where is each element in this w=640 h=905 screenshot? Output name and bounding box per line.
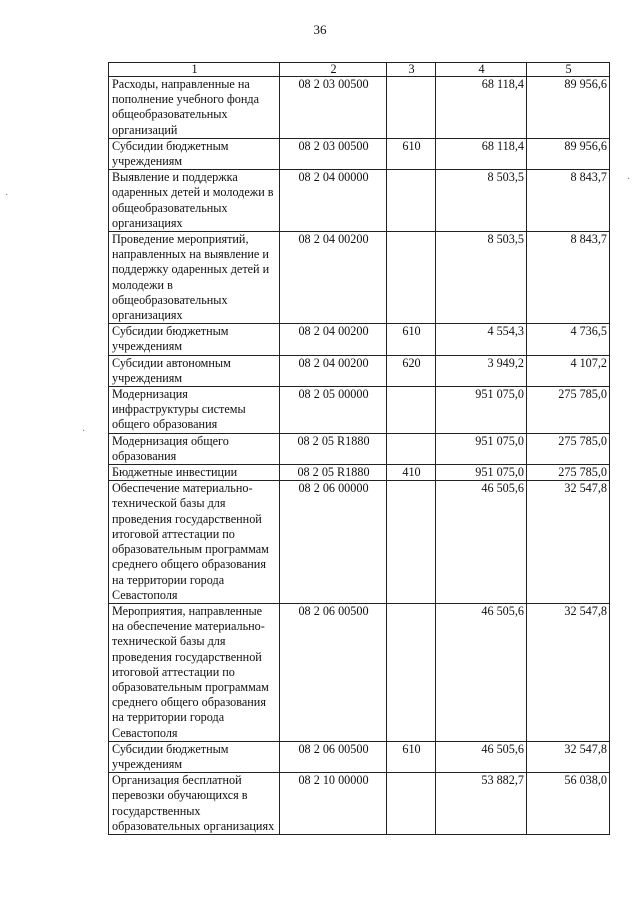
row-value-2-cell: 8 843,7 [527, 170, 610, 232]
row-code-cell: 08 2 04 00200 [280, 355, 387, 386]
row-code-cell: 08 2 05 R1880 [280, 465, 387, 481]
row-type-cell: 610 [387, 741, 436, 772]
row-code-cell: 08 2 06 00500 [280, 741, 387, 772]
table-row [109, 481, 610, 604]
row-value-2-cell: 8 843,7 [527, 232, 610, 324]
table-row [109, 433, 610, 464]
table-row [109, 465, 610, 481]
table-row [109, 232, 610, 324]
row-type-cell [387, 603, 436, 741]
scan-speck: · [627, 174, 631, 185]
row-value-1-cell: 46 505,6 [436, 481, 527, 604]
page-number: 36 [313, 22, 327, 37]
row-value-2-cell: 275 785,0 [527, 387, 610, 434]
table-row [109, 603, 610, 741]
row-code-cell: 08 2 06 00000 [280, 481, 387, 604]
row-value-2-cell: 56 038,0 [527, 773, 610, 835]
row-name-cell: Модернизация инфраструктуры системы общего образования [109, 387, 280, 434]
row-type-cell: 410 [387, 465, 436, 481]
column-header: 2 [280, 63, 387, 77]
scan-speck: · [82, 426, 86, 437]
row-value-2-cell: 275 785,0 [527, 465, 610, 481]
row-value-2-cell: 275 785,0 [527, 433, 610, 464]
table-row [109, 741, 610, 772]
table-row [109, 355, 610, 386]
table-row [109, 77, 610, 139]
table-row [109, 387, 610, 434]
row-value-2-cell: 32 547,8 [527, 741, 610, 772]
row-name-cell: Расходы, направленные на пополнение учебного фонда общеобразовательных организаций [109, 77, 280, 139]
row-type-cell: 620 [387, 355, 436, 386]
table-row [109, 170, 610, 232]
row-type-cell [387, 77, 436, 139]
row-type-cell: 610 [387, 138, 436, 169]
row-name-cell: Субсидии бюджетным учреждениям [109, 324, 280, 355]
row-name-cell: Субсидии бюджетным учреждениям [109, 138, 280, 169]
row-code-cell: 08 2 03 00500 [280, 138, 387, 169]
table-row [109, 324, 610, 355]
row-value-2-cell: 4 736,5 [527, 324, 610, 355]
row-name-cell: Модернизация общего образования [109, 433, 280, 464]
row-value-1-cell: 951 075,0 [436, 387, 527, 434]
row-value-2-cell: 32 547,8 [527, 603, 610, 741]
row-value-1-cell: 68 118,4 [436, 138, 527, 169]
row-type-cell [387, 433, 436, 464]
column-header: 5 [527, 63, 610, 77]
row-value-1-cell: 53 882,7 [436, 773, 527, 835]
row-value-2-cell: 4 107,2 [527, 355, 610, 386]
row-value-2-cell: 89 956,6 [527, 77, 610, 139]
column-header: 1 [109, 63, 280, 77]
row-code-cell: 08 2 04 00200 [280, 324, 387, 355]
row-name-cell: Субсидии автономным учреждениям [109, 355, 280, 386]
row-code-cell: 08 2 04 00000 [280, 170, 387, 232]
row-type-cell [387, 773, 436, 835]
row-value-1-cell: 68 118,4 [436, 77, 527, 139]
row-value-1-cell: 951 075,0 [436, 465, 527, 481]
row-name-cell: Обеспечение материально-технической базы для проведения государственной итоговой аттестации по образовательным программам среднего общего образования на территории города Севастополя [109, 481, 280, 604]
row-value-1-cell: 8 503,5 [436, 170, 527, 232]
budget-table [108, 62, 610, 835]
row-value-1-cell: 951 075,0 [436, 433, 527, 464]
row-value-1-cell: 46 505,6 [436, 741, 527, 772]
row-code-cell: 08 2 03 00500 [280, 77, 387, 139]
row-code-cell: 08 2 10 00000 [280, 773, 387, 835]
table-row [109, 138, 610, 169]
table-header-row [109, 63, 610, 77]
row-value-1-cell: 8 503,5 [436, 232, 527, 324]
row-code-cell: 08 2 05 00000 [280, 387, 387, 434]
row-type-cell [387, 387, 436, 434]
row-value-1-cell: 46 505,6 [436, 603, 527, 741]
row-name-cell: Организация бесплатной перевозки обучающихся в государственных образовательных организациях [109, 773, 280, 835]
row-value-2-cell: 32 547,8 [527, 481, 610, 604]
row-type-cell [387, 232, 436, 324]
row-value-1-cell: 3 949,2 [436, 355, 527, 386]
row-type-cell [387, 481, 436, 604]
row-name-cell: Мероприятия, направленные на обеспечение материально-технической базы для проведения государственной итоговой аттестации по образовательным программам среднего общего образования на территории города Севастополя [109, 603, 280, 741]
scan-speck: · [5, 190, 9, 201]
column-header: 3 [387, 63, 436, 77]
row-code-cell: 08 2 05 R1880 [280, 433, 387, 464]
row-name-cell: Субсидии бюджетным учреждениям [109, 741, 280, 772]
row-value-2-cell: 89 956,6 [527, 138, 610, 169]
row-name-cell: Проведение мероприятий, направленных на выявление и поддержку одаренных детей и молодежи в общеобразовательных организациях [109, 232, 280, 324]
row-type-cell: 610 [387, 324, 436, 355]
table-row [109, 773, 610, 835]
row-type-cell [387, 170, 436, 232]
row-value-1-cell: 4 554,3 [436, 324, 527, 355]
row-code-cell: 08 2 06 00500 [280, 603, 387, 741]
row-name-cell: Выявление и поддержка одаренных детей и молодежи в общеобразовательных организациях [109, 170, 280, 232]
row-name-cell: Бюджетные инвестиции [109, 465, 280, 481]
column-header: 4 [436, 63, 527, 77]
row-code-cell: 08 2 04 00200 [280, 232, 387, 324]
